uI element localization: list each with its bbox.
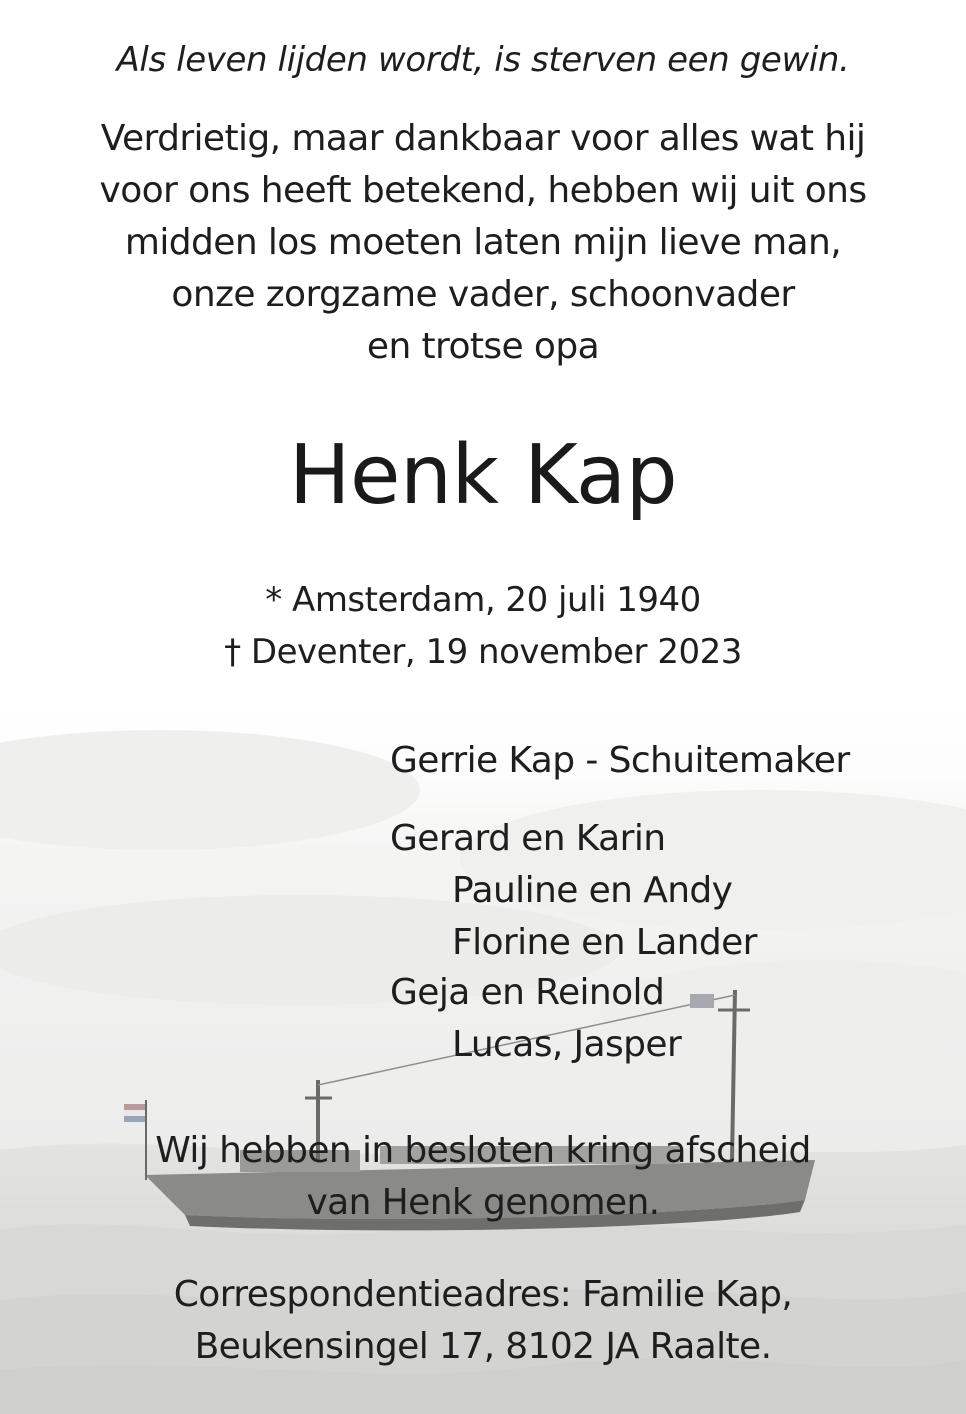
death-date: † Deventer, 19 november 2023 (224, 632, 742, 672)
intro-line-5: en trotse opa (366, 326, 600, 367)
birth-date: * Amsterdam, 20 juli 1940 (265, 580, 701, 620)
intro-line-1: Verdrietig, maar dankbaar voor alles wat hij (100, 118, 866, 159)
child-couple-1: Gerard en Karin (390, 818, 666, 859)
motto-quote: Als leven lijden wordt, is sterven een gewin. (116, 40, 850, 80)
intro-line-2: voor ons heeft betekend, hebben wij uit ons (99, 170, 867, 211)
intro-line-3: midden los moeten laten mijn lieve man, (124, 222, 842, 263)
correspondence-line-1: Correspondentieadres: Familie Kap, (173, 1274, 793, 1315)
grandchild-3: Lucas, Jasper (452, 1024, 682, 1065)
grandchild-1: Pauline en Andy (452, 870, 733, 911)
intro-line-4: onze zorgzame vader, schoonvader (171, 274, 795, 315)
farewell-line-1: Wij hebben in besloten kring afscheid (155, 1130, 811, 1171)
farewell-line-2: van Henk genomen. (306, 1182, 660, 1223)
spouse-name: Gerrie Kap - Schuitemaker (390, 740, 850, 781)
child-couple-2: Geja en Reinold (390, 972, 665, 1013)
grandchild-2: Florine en Lander (452, 922, 757, 963)
correspondence-address: Beukensingel 17, 8102 JA Raalte. (194, 1326, 772, 1367)
deceased-name: Henk Kap (288, 428, 678, 523)
